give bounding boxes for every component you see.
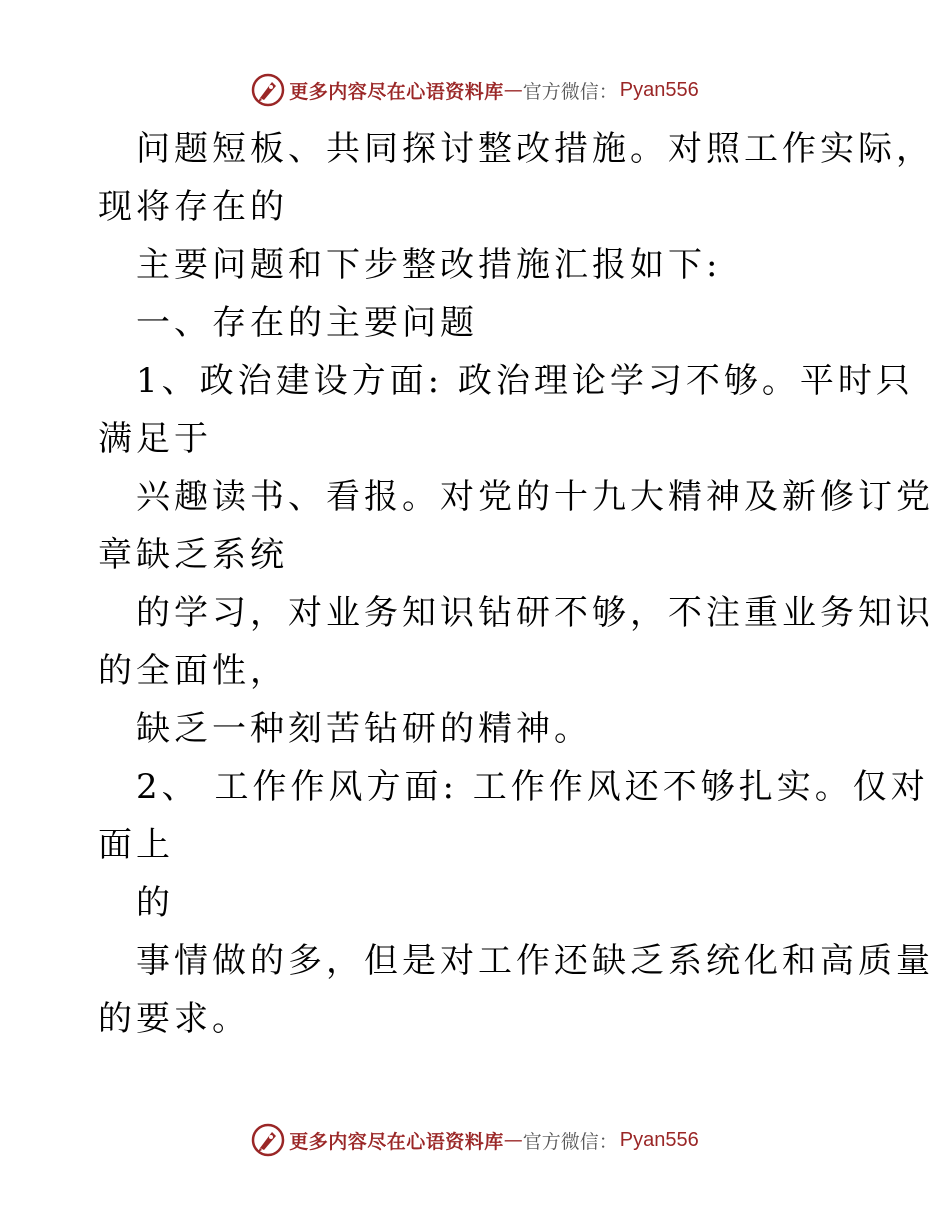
paragraph-line: 的学习，对业务知识钻研不够，不注重业务知识 [136,593,934,633]
paragraph-line: 1、政治建设方面: 政治理论学习不够。平时只 [136,361,914,401]
paragraph-line: 章缺乏系统 [98,535,288,575]
paragraph-line: 事情做的多，但是对工作还缺乏系统化和高质量 [136,941,934,981]
header-banner [0,70,950,110]
paragraph-line: 的要求。 [98,999,250,1039]
paragraph-line: 缺乏一种刻苦钻研的精神。 [136,709,592,749]
paragraph-line: 问题短板、共同探讨整改措施。对照工作实际， [136,129,934,169]
section-heading: 一、存在的主要问题 [136,303,478,343]
banner-title: 更多内容尽在心语资料库 [289,1130,504,1153]
paragraph-line: 兴趣读书、看报。对党的十九大精神及新修订党 [136,477,934,517]
paragraph-line: 现将存在的 [98,187,288,227]
paragraph-line: 面上 [98,825,174,865]
paragraph-line: 的全面性， [98,651,288,691]
pen-nib-logo-icon [251,1123,285,1157]
banner-wechat-label: 官方微信： [522,80,618,103]
banner-wechat-label: 官方微信： [522,1130,618,1153]
paragraph-line: 2、 工作作风方面: 工作作风还不够扎实。仅对 [136,767,929,807]
pen-nib-logo-icon [251,73,285,107]
document-body [98,120,934,1048]
footer-banner [0,1120,950,1160]
banner-wechat-id: Pyan556 [619,78,699,101]
banner-wechat-id: Pyan556 [619,1128,699,1151]
banner-title: 更多内容尽在心语资料库 [289,80,504,103]
paragraph-line: 主要问题和下步整改措施汇报如下: [136,245,722,285]
banner-separator: — [503,1129,523,1151]
paragraph-line: 满足于 [98,419,212,459]
paragraph-line: 的 [136,883,174,923]
banner-separator: — [503,79,523,101]
